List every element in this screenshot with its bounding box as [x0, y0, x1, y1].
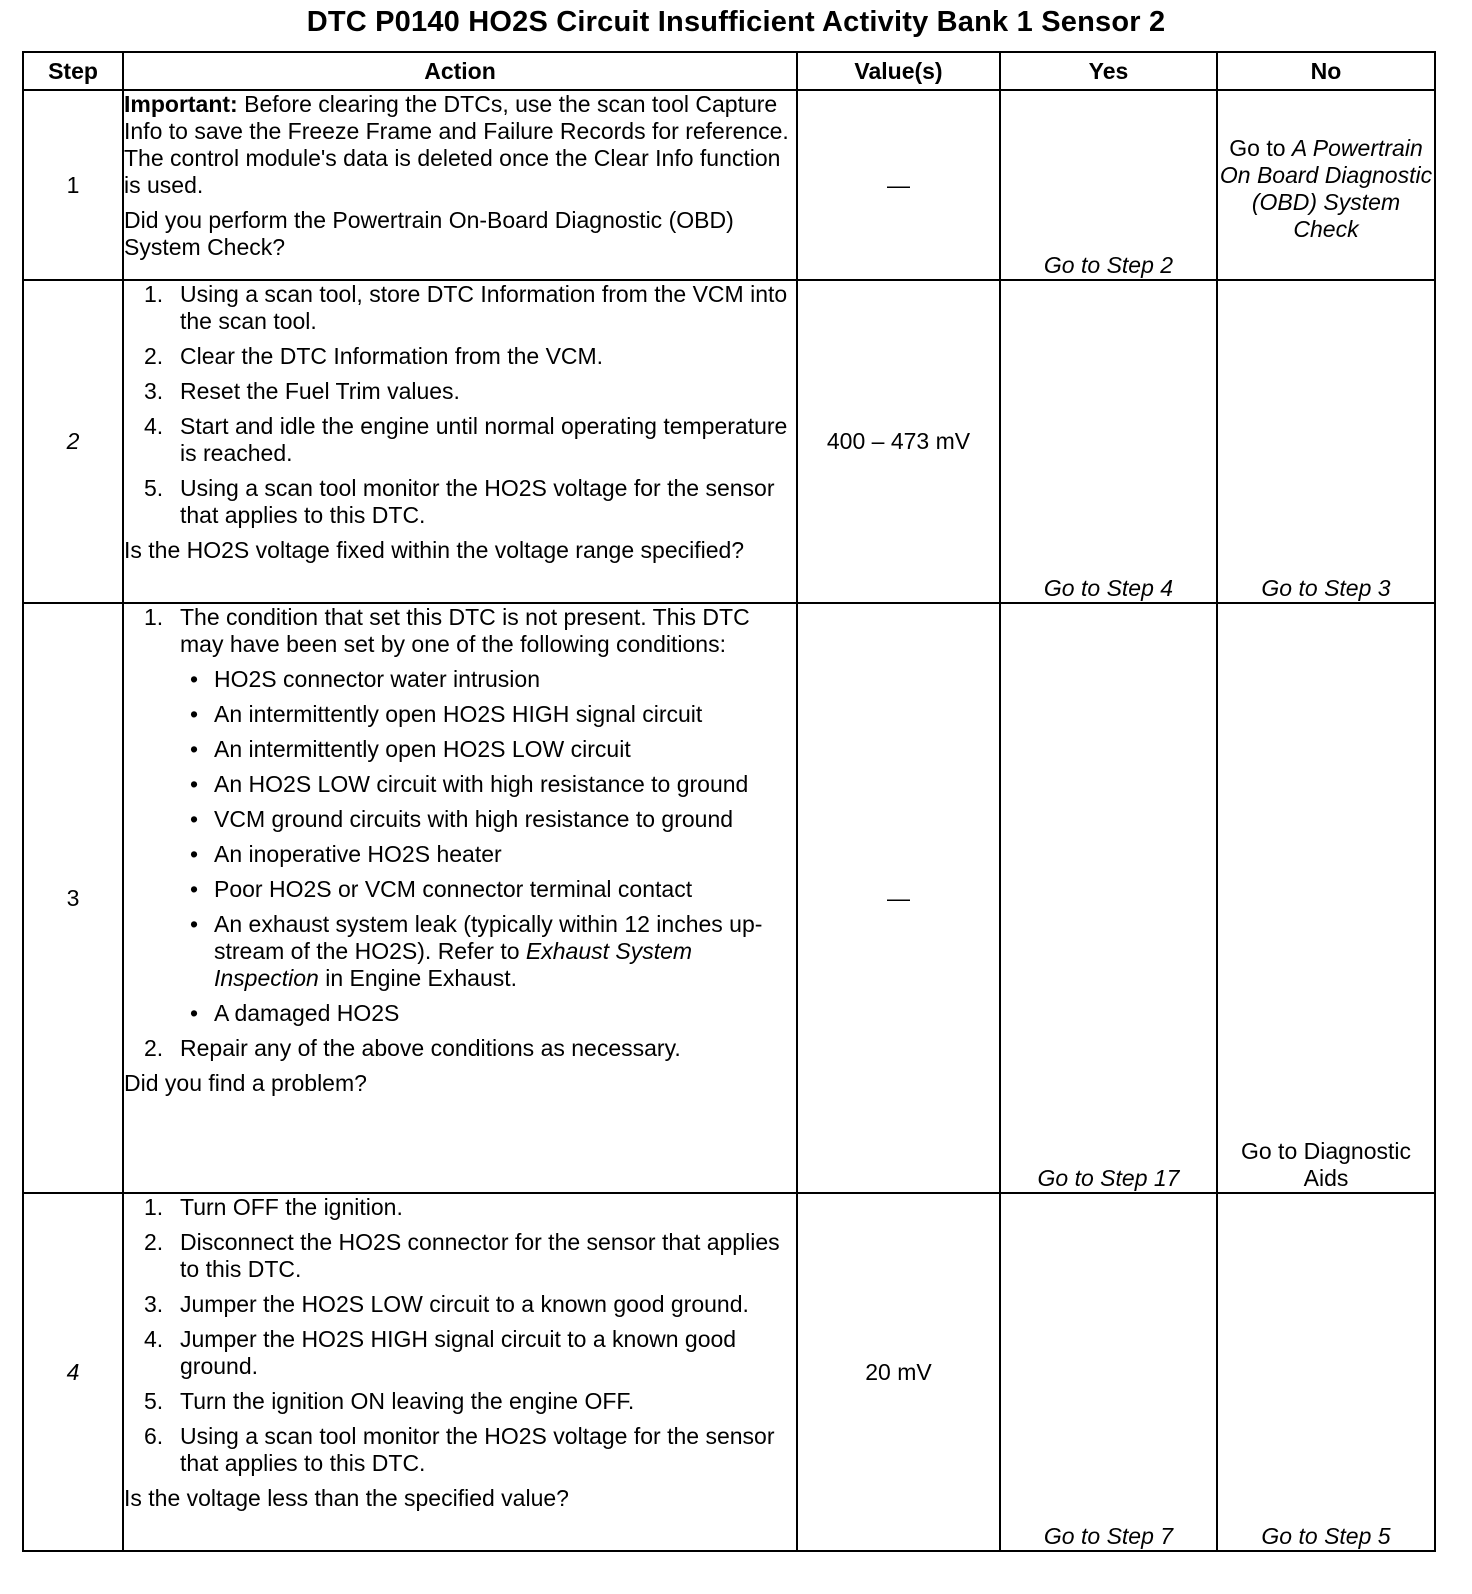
step-question: Is the voltage less than the specified value?	[124, 1485, 569, 1511]
action-item: 3. Reset the Fuel Trim values.	[144, 378, 460, 404]
important-note	[124, 91, 796, 199]
action-item: 6. Using a scan tool monitor the HO2S voltage for the sensor that applies to this DTC.	[144, 1423, 775, 1476]
yes-link[interactable]: Go to Step 7	[1000, 1193, 1217, 1551]
header-yes: Yes	[1000, 52, 1217, 90]
table-row	[23, 280, 1435, 603]
no-link[interactable]	[1217, 90, 1435, 280]
step-question: Is the HO2S voltage fixed within the voltage range specified?	[124, 537, 745, 563]
action-item: 4. Start and idle the engine until normal operating temperature is reached.	[144, 413, 788, 466]
action-list	[124, 1194, 796, 1477]
value-cell: 20 mV	[797, 1193, 1000, 1551]
step-question: Did you find a problem?	[124, 1070, 367, 1096]
action-item: 1. Turn OFF the ignition.	[144, 1194, 403, 1220]
table-row	[23, 603, 1435, 1193]
value-cell: 400 – 473 mV	[797, 280, 1000, 603]
value-cell: —	[797, 90, 1000, 280]
action-list	[124, 604, 796, 1062]
condition-item: • An inoperative HO2S heater	[180, 841, 796, 868]
condition-item: • HO2S connector water intrusion	[180, 666, 796, 693]
action-item: 1. The condition that set this DTC is not present. This DTC may have been set by one of the following conditions: • HO2S connector water intrusion • An intermittently open HO2S HIGH signal circuit • An intermittently open HO2S LOW circuit • An HO2S LOW circuit with high resistance to ground • VCM ground circuits with high resistance to ground • An inoperative HO2S heater • Poor HO2S or VCM connector terminal contact • An exhaust system leak (typically within 12 inches up-stream of the HO2S). Refer to Exhaust System Inspection in Engine Exhaust. • A damaged HO2S	[124, 604, 796, 1027]
action-item: 2. Repair any of the above conditions as necessary.	[144, 1035, 681, 1061]
action-item: 5. Using a scan tool monitor the HO2S voltage for the sensor that applies to this DTC.	[144, 475, 775, 528]
condition-item: • An exhaust system leak (typically within 12 inches up-stream of the HO2S). Refer to Exhaust System Inspection in Engine Exhaust.	[180, 911, 796, 992]
step-number: 2	[23, 280, 123, 603]
action-item: 5. Turn the ignition ON leaving the engine OFF.	[144, 1388, 635, 1414]
yes-link[interactable]: Go to Step 4	[1000, 280, 1217, 603]
step-number: 1	[23, 90, 123, 280]
condition-item: • Poor HO2S or VCM connector terminal contact	[180, 876, 796, 903]
table-row	[23, 1193, 1435, 1551]
page-title: DTC P0140 HO2S Circuit Insufficient Activity Bank 1 Sensor 2	[306, 6, 1166, 38]
condition-list	[180, 666, 796, 1027]
action-cell	[123, 603, 797, 1193]
diagnostic-table	[22, 51, 1436, 1552]
yes-link[interactable]: Go to Step 17	[1000, 603, 1217, 1193]
condition-item: • An intermittently open HO2S LOW circuit	[180, 736, 796, 763]
action-cell	[123, 1193, 797, 1551]
condition-item: • VCM ground circuits with high resistance to ground	[180, 806, 796, 833]
action-item: 3. Jumper the HO2S LOW circuit to a known good ground.	[144, 1291, 749, 1317]
step-number: 3	[23, 603, 123, 1193]
value-cell: —	[797, 603, 1000, 1193]
no-link[interactable]: Go to Step 5	[1217, 1193, 1435, 1551]
step-number: 4	[23, 1193, 123, 1551]
header-step: Step	[23, 52, 123, 90]
step-question: Did you perform the Powertrain On-Board Diagnostic (OBD) System Check?	[124, 207, 734, 260]
action-item: 4. Jumper the HO2S HIGH signal circuit to a known good ground.	[144, 1326, 737, 1379]
header-values: Value(s)	[797, 52, 1000, 90]
action-cell	[123, 280, 797, 603]
header-no: No	[1217, 52, 1435, 90]
action-list	[124, 281, 796, 529]
no-link-prefix: Go to	[1229, 135, 1292, 161]
table-header-row	[23, 52, 1435, 90]
condition-item: • An intermittently open HO2S HIGH signal circuit	[180, 701, 796, 728]
important-label: Important:	[124, 91, 238, 117]
yes-link[interactable]: Go to Step 2	[1000, 90, 1217, 280]
action-item: 2. Disconnect the HO2S connector for the sensor that applies to this DTC.	[144, 1229, 780, 1282]
no-link-reference[interactable]: A Powertrain On Board Diagnostic (OBD) System Check	[1219, 135, 1433, 242]
header-action: Action	[123, 52, 797, 90]
action-item: 1. Using a scan tool, store DTC Information from the VCM into the scan tool.	[144, 281, 788, 334]
action-cell	[123, 90, 797, 280]
important-text: Before clearing the DTCs, use the scan tool Capture Info to save the Freeze Frame and Failure Records for reference. The control module's data is deleted once the Clear Info function is used.	[124, 91, 789, 198]
condition-item: • A damaged HO2S	[180, 1000, 796, 1027]
exhaust-inspection-link[interactable]: Exhaust System Inspection	[214, 938, 693, 991]
no-link[interactable]: Go to Diagnostic Aids	[1217, 603, 1435, 1193]
action-item: 2. Clear the DTC Information from the VCM.	[144, 343, 604, 369]
table-row	[23, 90, 1435, 280]
no-link[interactable]: Go to Step 3	[1217, 280, 1435, 603]
condition-item: • An HO2S LOW circuit with high resistance to ground	[180, 771, 796, 798]
